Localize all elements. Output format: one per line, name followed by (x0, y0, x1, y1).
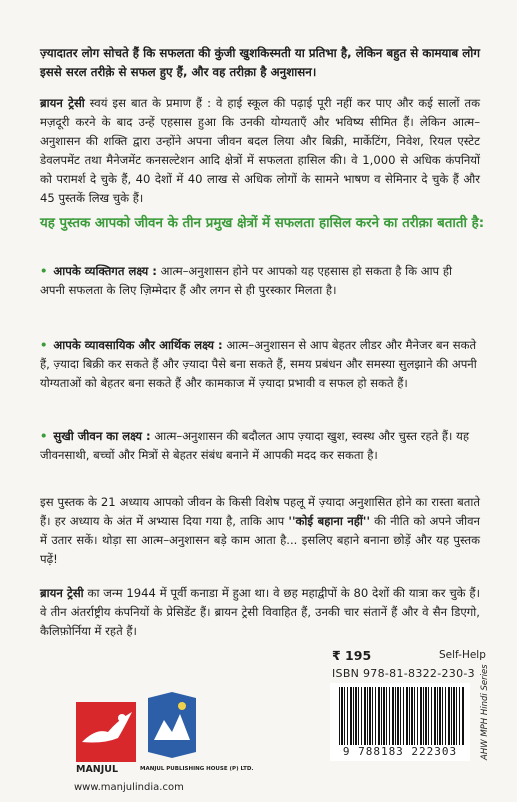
chapters-paragraph (40, 493, 480, 569)
manjul-logo-icon (74, 698, 138, 766)
bio-text: का जन्म 1944 में पूर्वी कनाडा में हुआ था। वे छह महाद्वीपों के 80 देशों की यात्रा कर चुके हैं। वे तीन अंतर्राष्ट्रीय कंपनियों के प्रेसिडेंट हैं। ब्रायन ट्रेसी विवाहित हैं, उनकी चार संतानें हैं और वे सैन डिएगो, कैलिफ़ोर्निया में रहते हैं। (40, 586, 480, 638)
author-text: स्वयं इस बात के प्रमाण हैं : वे हाई स्कूल की पढ़ाई पूरी नहीं कर पाए और कई सालों तक मज़दूरी करने के बाद उन्हें एहसास हुआ कि उनकी योग्यताएँ और भविष्य सीमित हैं। लेकिन आत्म–अनुशासन की शक्ति द्वारा उन्होंने अपना जीवन बदल लिया और बिक्री, मार्केटिंग, निवेश, रियल एस्टेट डेवलपमेंट तथा मैनेजमेंट कनसल्टेशन आदि क्षेत्रों में सफलता हासिल की। वे 1,000 से अधिक कंपनियों को परामर्श दे चुके हैं, 40 देशों में 40 लाख से अधिक लोगों के सामने भाषण व सेमिनार दे चुके हैं और 45 पुस्तकें लिख चुके हैं। (40, 96, 480, 205)
intro-text: ज़्यादातर लोग सोचते हैं कि सफलता की कुंजी खुशकिस्मती या प्रतिभा है, लेकिन बहुत से कामयाब लोग इससे सरल तरीक़े से सफल हुए हैं, और वह तरीक़ा है अनुशासन। (40, 46, 480, 79)
barcode (330, 683, 470, 761)
category-label: Self-Help (439, 649, 486, 661)
chapters-text-2: की नीति को अपने जीवन में उतार सकें। थोड़ा सा आत्म–अनुशासन बड़े काम आता है... इसलिए बहाने बनाना छोड़ें और यह पुस्तक पढ़ें! (40, 514, 480, 566)
chapters-quote: ''कोई बहाना नहीं'' (288, 514, 371, 528)
bullet-text: आत्म–अनुशासन से आप बेहतर लीडर और मैनेजर बन सकते हैं, ज़्यादा बिक्री कर सकते हैं और ज़्यादा पैसे बना सकते हैं, समय प्रबंधन और समस्या सुलझाने की अपनी योग्यताओं को बेहतर बना सकते हैं और कामकाज में ज़्यादा प्रभावी व सफल हो सकते हैं। (40, 338, 477, 390)
publisher-name: MANJUL (76, 764, 119, 775)
list-item (40, 262, 480, 300)
list-item (40, 336, 480, 393)
isbn-label: ISBN 978-81-8322-230-3 (332, 667, 475, 680)
bio-paragraph (40, 584, 480, 641)
bullet-dot: • (40, 429, 48, 443)
series-label: AHW MPH Hindi Series (480, 664, 490, 760)
bullet-text: आत्म–अनुशासन की बदौलत आप ज़्यादा खुश, स्वस्थ और चुस्त रहते हैं। यह जीवनसाथी, बच्चों और मित्रों से बेहतर संबंध बनाने में आपकी मदद कर सकता है। (40, 429, 470, 462)
barcode-bars-icon (339, 687, 465, 745)
bullet-title: आपके व्यावसायिक और आर्थिक लक्ष्य : (53, 338, 223, 352)
publishing-house-logo-icon (144, 690, 200, 762)
price-label: ₹ 195 (332, 648, 372, 663)
publisher-house-name: MANJUL PUBLISHING HOUSE (P) LTD. (140, 766, 254, 772)
bullet-dot: • (40, 264, 48, 278)
chapters-text-1: इस पुस्तक के 21 अध्याय आपको जीवन के किसी विशेष पहलू में ज़्यादा अनुशासित होने का रास्ता बताते हैं। हर अध्याय के अंत में अभ्यास दिया गया है, ताकि आप (40, 495, 480, 528)
website-link[interactable]: www.manjulindia.com (74, 782, 184, 793)
author-paragraph (40, 94, 480, 208)
list-item (40, 427, 480, 465)
bullet-title: आपके व्यक्तिगत लक्ष्य : (53, 264, 157, 278)
bullet-text: आत्म–अनुशासन होने पर आपको यह एहसास हो सकता है कि आप ही अपनी सफलता के लिए ज़िम्मेदार हैं और लगन से ही पुरस्कार मिलता है। (40, 264, 452, 297)
intro-paragraph (40, 44, 480, 82)
bio-author-name: ब्रायन ट्रेसी (40, 586, 84, 600)
author-name: ब्रायन ट्रेसी (40, 96, 85, 110)
bullet-dot: • (40, 338, 48, 352)
bullet-title: सुखी जीवन का लक्ष्य : (53, 429, 151, 443)
barcode-digits: 9 788183 222303 (342, 745, 458, 758)
section-heading: यह पुस्तक आपको जीवन के तीन प्रमुख क्षेत्रों में सफलता हासिल करने का तरीक़ा बताती है: (40, 216, 485, 231)
